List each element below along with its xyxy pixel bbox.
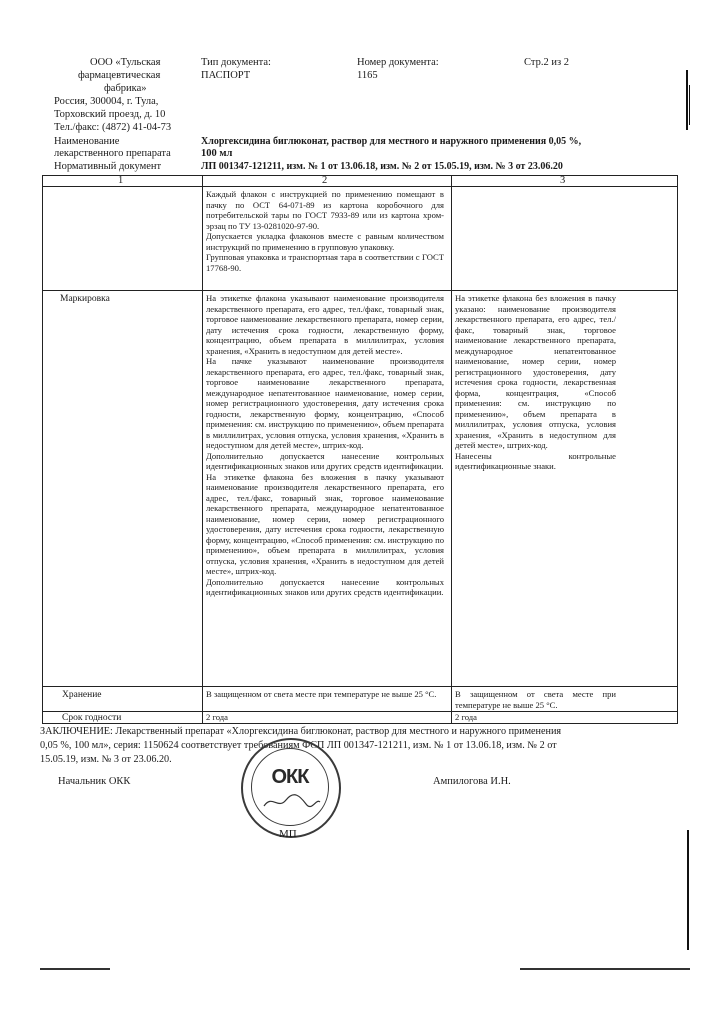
conclusion-line: 0,05 %, 100 мл», серия: 1150624 соответствует требованиям ФСП ЛП 001347-121211, изм. № 1 от 13.06.18, изм. № 2 от [40, 740, 557, 751]
shelf-life-col2: 2 года [206, 712, 228, 722]
doc-number-value: 1165 [357, 70, 378, 81]
company-phone: Тел./факс: (4872) 41-04-73 [54, 122, 172, 133]
storage-col2: В защищенном от света месте при температуре не выше 25 °С. [206, 689, 437, 699]
marking-label: Маркировка [60, 294, 110, 304]
product-name-label-line2: лекарственного препарата [54, 148, 171, 159]
marking-paragraph: На этикетке флакона без вложения в пачку указано: наименование производителя лекарственного препарата, его адрес, тел./факс, товарный знак, торговое наименование лекарственного препарата, международное непатентованное наименование, номер серии, номер регистрационного удостоверения, дату истечения срока годности, лекарственная форма, концентрация, «Способ применения: см. инструкцию по применению», объем препарата в миллилитрах, условия отпуска, условия хранения, «Хранить в недоступном для детей месте», штрих-код. [455, 293, 616, 450]
scan-artifact [689, 85, 690, 125]
company-name-line3: фабрика» [104, 83, 147, 94]
conclusion-line: 15.05.19, изм. № 3 от 23.06.20. [40, 754, 172, 765]
column-number-2: 2 [322, 175, 328, 186]
conclusion-line: ЗАКЛЮЧЕНИЕ: Лекарственный препарат «Хлоргексидина биглюконат, раствор для местного и наружного применения [40, 726, 562, 737]
packaging-paragraph: Групповая упаковка и транспортная тара в соответствии с ГОСТ 17768-90. [206, 252, 444, 273]
column-number-1: 1 [118, 175, 124, 186]
stamp-code: ОКК [271, 766, 309, 788]
storage-col3: В защищенном от света месте при температуре не выше 25 °С. [455, 689, 616, 710]
stamp-mark: МП [279, 828, 297, 840]
marking-paragraph: На этикетке флакона без вложения в пачку указывают наименование производителя лекарственного препарата, его адрес, тел./факс, товарный знак, торговое наименование лекарственного препарата, международное непатентованное наименование, номер серии, номер регистрационного удостоверения, дату истечения срока годности, лекарственную форму, концентрацию, «Способ применения: см. инструкцию по применению», объем препарата в миллилитрах, условия отпуска, условия хранения, «Хранить в недоступном для детей месте», штрих-код. [206, 471, 444, 576]
scan-artifact [520, 968, 690, 970]
signature-name: Ампилогова И.Н. [433, 776, 511, 787]
marking-paragraph: Дополнительно допускается нанесение контрольных идентификационных знаков или других средств идентификации. [206, 450, 444, 471]
signature-position: Начальник ОКК [58, 776, 131, 787]
packaging-paragraph: Каждый флакон с инструкцией по применению помещают в пачку по ОСТ 64-071-89 из картона коробочного для потребительской тары по ГОСТ 7933-89 или из картона хром-эрзац по ТУ 13-0281020-97-90. [206, 189, 444, 231]
marking-paragraph: Дополнительно допускается нанесение контрольных идентификационных знаков или других средств идентификации. [206, 576, 444, 597]
company-name-line2: фармацевтическая [78, 70, 161, 81]
page-number: Стр.2 из 2 [524, 57, 569, 68]
company-address: Россия, 300004, г. Тула, [54, 96, 159, 107]
normative-doc-label: Нормативный документ [54, 161, 162, 172]
packaging-paragraph: Допускается укладка флаконов вместе с равным количеством инструкций по применению в групповую упаковку. [206, 231, 444, 252]
scan-artifact [40, 968, 110, 970]
product-name-label: Наименование [54, 136, 120, 147]
scan-artifact [686, 70, 688, 130]
product-name-line2: 100 мл [201, 148, 233, 159]
column-number-3: 3 [560, 175, 566, 186]
marking-paragraph: На пачке указывают наименование производителя лекарственного препарата, его адрес, тел./факс, товарный знак, торговое наименование лекарственного препарата, международное непатентованное наименование, номер серии, номер регистрационного удостоверения, дату истечения срока годности, лекарственную форму, концентрацию, «Способ применения: см. инструкцию по применению», объем препарата в миллилитрах, условия отпуска, условия хранения, «Хранить в недоступном для детей месте», штрих-код. [206, 356, 444, 450]
packaging-text [206, 189, 444, 273]
marking-paragraph: На этикетке флакона указывают наименование производителя лекарственного препарата, его адрес, тел./факс, товарный знак, торговое наименование лекарственного препарата, номер серии, дату истечения срока годности, лекарственную форму, концентрацию, объем препарата в миллилитрах, условия хранения, «Хранить в недоступном для детей месте». [206, 293, 444, 356]
shelf-life-col3: 2 года [455, 712, 477, 722]
doc-type-label: Тип документа: [201, 57, 271, 68]
company-address-line2: Торховский проезд, д. 10 [54, 109, 166, 120]
normative-doc-value: ЛП 001347-121211, изм. № 1 от 13.06.18, изм. № 2 от 15.05.19, изм. № 3 от 23.06.20 [201, 161, 563, 172]
doc-number-label: Номер документа: [357, 57, 439, 68]
product-name: Хлоргексидина биглюконат, раствор для местного и наружного применения 0,05 %, [201, 136, 582, 147]
marking-col3 [455, 293, 616, 472]
marking-paragraph: Нанесены контрольные идентификационные знаки. [455, 450, 616, 471]
marking-col2 [206, 293, 444, 598]
shelf-life-label: Срок годности [62, 713, 122, 723]
company-name: ООО «Тульская [90, 57, 161, 68]
storage-label: Хранение [62, 690, 102, 700]
signature-scribble-icon [262, 792, 322, 810]
doc-type-value: ПАСПОРТ [201, 70, 251, 81]
scan-artifact [687, 830, 689, 950]
